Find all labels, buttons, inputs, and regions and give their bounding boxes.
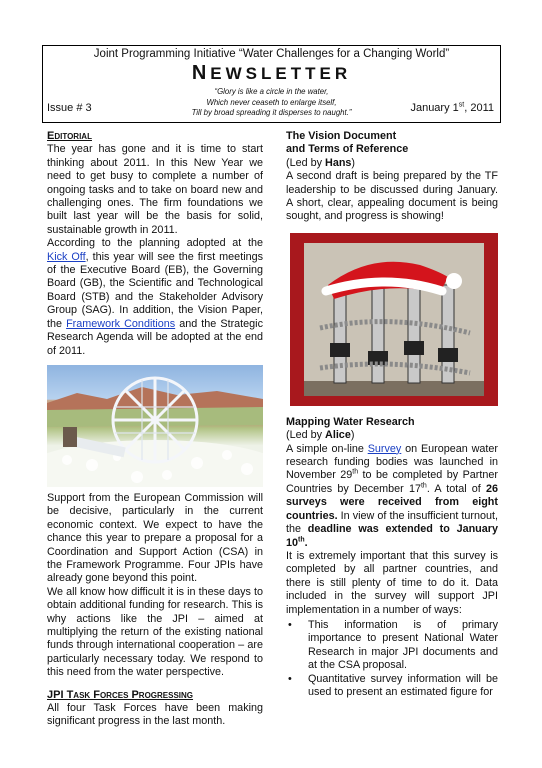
editorial-paragraph: We all know how difficult it is in these days to obtain additional funding for research. This is why actions like the JPI – aimed at multiplying the return of the existing national funds through international cooperation – are particularly necessary today. We respond to this need from the water perspective. [47,585,263,679]
mapping-led-by: (Led by Alice) [286,429,355,442]
newsletter-title [43,62,500,85]
title-initial: N [191,62,211,84]
editorial-paragraph: The year has gone and it is time to start thinking about 2011. In this New Year we need to get busy to complete a number of ongoing tasks and to take on board new and challenging ones. The firm foundations we built last year will be the basis for solid, sustainable growth in 2011. [47,143,263,236]
vision-paragraph: A second draft is being prepared by the TF leadership to be discussed during January. A short, clear, appealing document is being sought, and progress is showing! [286,170,498,223]
newsletter-header [42,45,501,123]
framework-conditions-link[interactable]: Framework Conditions [66,317,176,330]
task-forces-heading: JPI Task Forces Progressing [47,688,194,701]
right-column [286,130,498,699]
mapping-paragraph: It is extremely important that this survey is completed by all partner countries, and there is still plenty of time to do it. Data included in the survey will support JPI implementation in a number of ways: [286,549,498,616]
quote-line: Till by broad spreading it disperses to naught.” [191,108,352,117]
mapping-heading: Mapping Water Research [286,415,415,428]
frozen-waterwheel-photo [47,365,263,487]
kick-off-link[interactable]: Kick Off [47,250,86,263]
irrigation-pipes-santa-hat-photo [290,233,498,406]
left-column [47,130,263,729]
quote-line: “Glory is like a circle in the water, [214,87,329,96]
quote-line: Which never ceaseth to enlarge itself, [206,97,337,107]
editorial-heading: Editorial [47,130,92,142]
mapping-bullet-list [286,619,498,699]
issue-number: Issue # 3 [47,102,92,114]
list-item: • This information is of primary importance to present National Water Research in major JPI documents and at the CSA proposal. [286,619,498,673]
task-forces-paragraph: All four Task Forces have been making significant progress in the last month. [47,702,263,728]
issue-date: January 1st, 2011 [410,101,494,114]
initiative-title: Joint Programming Initiative “Water Challenges for a Changing World” [93,48,450,60]
survey-link[interactable]: Survey [367,442,402,455]
pipes-illustration [290,233,498,406]
title-rest: EWSLETTER [210,64,352,83]
vision-heading: The Vision Document [286,130,397,142]
waterwheel-illustration [47,365,263,487]
header-quote [163,87,380,119]
vision-led-by: (Led by Hans) [286,156,356,169]
mapping-paragraph: A simple on-line Survey on European water research funding bodies was launched in November 29th to be completed by Partner Countries by December 17th. A total of 26 surveys were received from eight countries. In view of the insufficient turnout, the deadline was extended to January 10th. [286,442,498,549]
editorial-paragraph: According to the planning adopted at the Kick Off, this year will see the first meetings of the Executive Board (EB), the Governing Board (GB), the Scientific and Technological Board (STB) and the Stakeholder Advisory Group (SAG). In addition, the Vision Paper, the Framework Conditions and the Strategic Research Agenda will be adopted at the end of 2011. [47,237,263,357]
editorial-paragraph: Support from the European Commission will be decisive, particularly in the current economic context. We expect to have the chance this year to prepare a proposal for a Coordination and Support Action (CSA) in the Framework Programme. Four JPIs have already gone beyond this point. [47,491,263,585]
list-item: • Quantitative survey information will be used to present an estimated figure for [286,673,498,700]
vision-heading-line2: and Terms of Reference [286,143,409,156]
